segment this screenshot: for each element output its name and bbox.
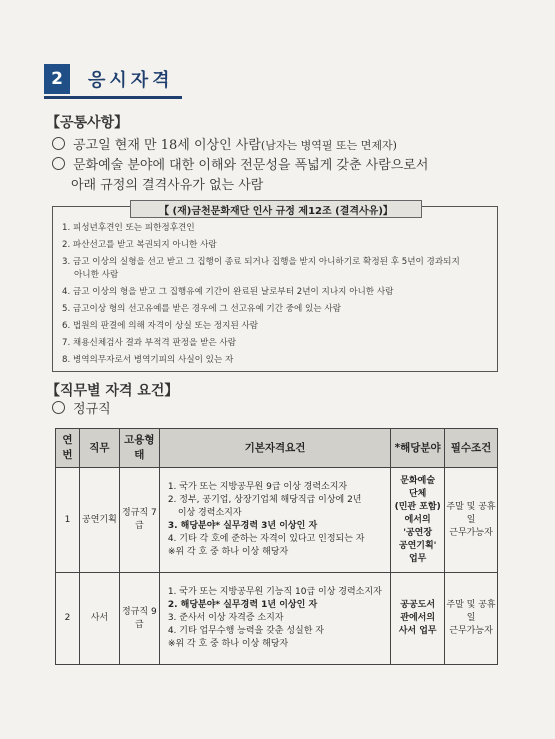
rule-item: 8. 병역의무자로서 병역기피의 사실이 있는 자 [62, 355, 234, 365]
job-subheading: 정규직 [52, 400, 111, 420]
rule-item: 3. 금고 이상의 실형을 선고 받고 그 집행이 종료 되거나 집행을 받지 아니하기로 확정된 후 5년이 경과되지 [62, 257, 460, 267]
common-item-2-cont: 아래 규정의 결격사유가 없는 사람 [71, 178, 264, 193]
row-must: 주말 및 공휴일 근무가능자 [445, 468, 498, 573]
header-field: *해당분야 [391, 429, 445, 468]
section-title: 응시자격 [88, 70, 174, 91]
section-number: 2 [44, 64, 70, 94]
row-type: 정규직 7급 [119, 468, 159, 573]
table-row [56, 468, 498, 573]
common-item-2: 문화예술 분야에 대한 이해와 전문성을 폭넓게 갖춘 사람으로서 [52, 156, 428, 176]
header-must: 필수조건 [445, 429, 498, 468]
row-duty: 공연기획 [79, 468, 119, 573]
circle-bullet-icon [52, 137, 65, 150]
rule-item: 5. 금고이상 형의 선고유예를 받은 경우에 그 선고유예 기간 중에 있는 사람 [62, 304, 341, 314]
job-heading: 【직무별 자격 요건】 [46, 383, 179, 399]
row-no: 2 [56, 573, 80, 665]
header-basic: 기본자격요건 [159, 429, 390, 468]
common-item-1: 공고일 현재 만 18세 이상인 사람(남자는 병역필 또는 면제자) [52, 136, 397, 156]
row-field: 문화예술 단체 (민관 포함) 에서의 '공연장 공연기획' 업무 [391, 468, 445, 573]
common-heading: 【공통사항】 [46, 115, 129, 131]
table-row [56, 573, 498, 665]
rule-item: 1. 피성년후견인 또는 피한정후견인 [62, 223, 195, 233]
table-header-row [56, 429, 498, 468]
header-no: 연번 [56, 429, 80, 468]
row-no: 1 [56, 468, 80, 573]
header-duty: 직무 [79, 429, 119, 468]
row-duty: 사서 [79, 573, 119, 665]
rule-item: 아니한 사람 [74, 270, 119, 280]
disqualification-title: 【 (재)금천문화재단 인사 규정 제12조 (결격사유)】 [130, 200, 422, 218]
rule-item: 6. 법원의 판결에 의해 자격이 상실 또는 정지된 사람 [62, 321, 259, 331]
circle-bullet-icon [52, 401, 65, 414]
row-field: 공공도서 관에서의 사서 업무 [391, 573, 445, 665]
section-underline [44, 96, 182, 99]
requirements-table [55, 428, 498, 665]
header-type: 고용형태 [119, 429, 159, 468]
rule-item: 4. 금고 이상의 형을 받고 그 집행유예 기간이 완료된 날로부터 2년이 지나지 아니한 사람 [62, 287, 394, 297]
circle-bullet-icon [52, 157, 65, 170]
rule-item: 7. 채용신체검사 결과 부적격 판정을 받은 사람 [62, 338, 237, 348]
row-must: 주말 및 공휴일 근무가능자 [445, 573, 498, 665]
row-type: 정규직 9급 [119, 573, 159, 665]
rule-item: 2. 파산선고를 받고 복권되지 아니한 사람 [62, 240, 217, 250]
disqualification-list [62, 220, 492, 369]
row-basic-requirements: 1. 국가 또는 지방공무원 기능직 10급 이상 경력소지자 2. 해당분야* 실무경력 1년 이상인 자 3. 준사서 이상 자격증 소지자 4. 기타 업무수행 능력을 갖춘 성실한 자 ※위 각 호 중 하나 이상 해당자 [159, 573, 390, 665]
row-basic-requirements: 1. 국가 또는 지방공무원 9급 이상 경력소지자 2. 정부, 공기업, 상장기업체 해당직급 이상에 2년 이상 경력소지자 3. 해당분야* 실무경력 3년 이상인 자 4. 기타 각 호에 준하는 자격이 있다고 인정되는 자 ※위 각 호 중 하나 이상 해당자 [159, 468, 390, 573]
